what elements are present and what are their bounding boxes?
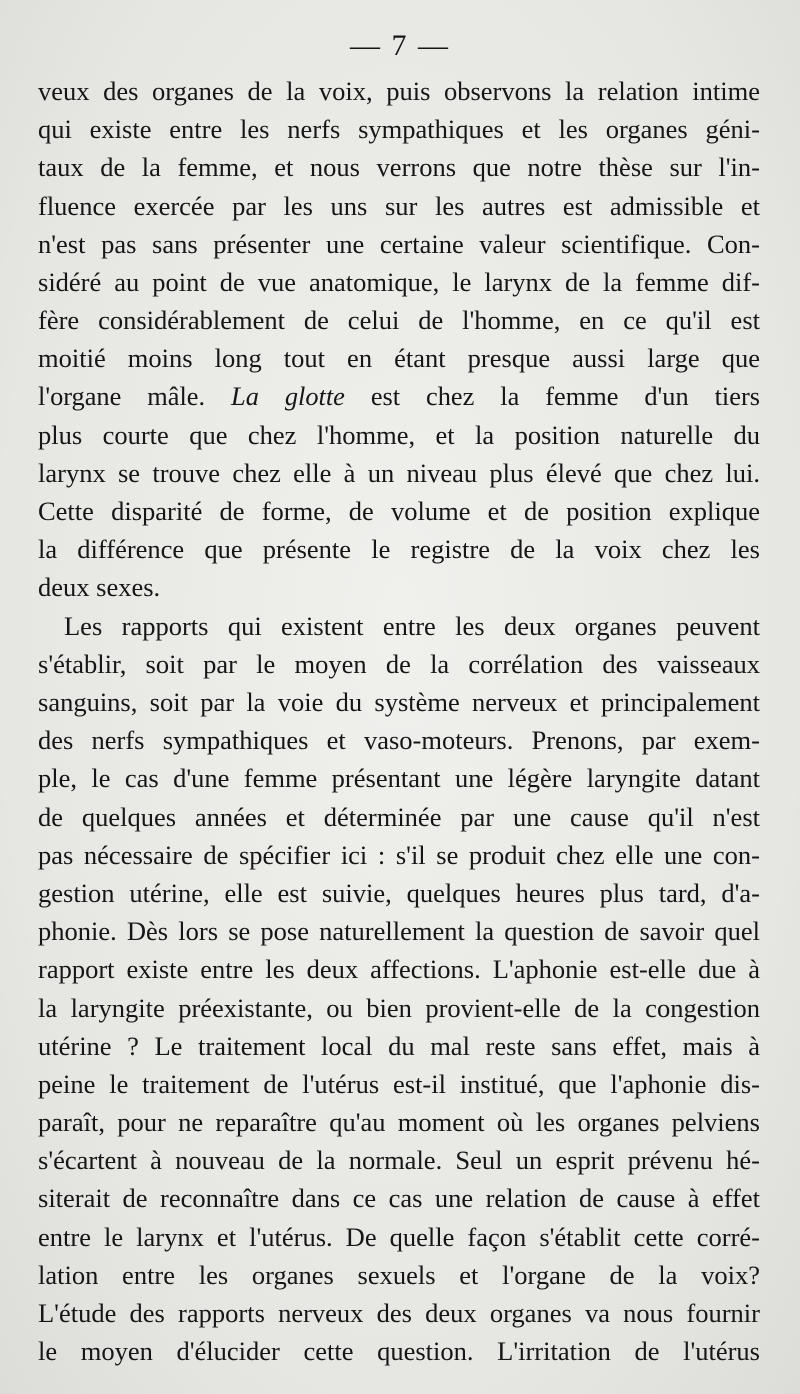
text-line: la laryngite préexistante, ou bien provient-elle de la congestion bbox=[38, 992, 760, 1023]
text-line: gestion utérine, elle est suivie, quelques heures plus tard, d'a- bbox=[38, 877, 760, 908]
text-line bbox=[38, 378, 760, 416]
text-line: utérine ? Le traitement local du mal reste sans effet, mais à bbox=[38, 1030, 760, 1061]
text-line: de quelques années et déterminée par une cause qu'il n'est bbox=[38, 801, 760, 832]
text-line: qui existe entre les nerfs sympathiques et les organes géni- bbox=[38, 114, 760, 145]
body-text bbox=[38, 72, 760, 1370]
text-line: des nerfs sympathiques et vaso-moteurs. Prenons, par exem- bbox=[38, 725, 760, 756]
text-segment: l'organe mâle. bbox=[38, 381, 206, 411]
text-line: larynx se trouve chez elle à un niveau plus élevé que chez lui. bbox=[38, 457, 760, 488]
page-number: — 7 — bbox=[350, 29, 450, 62]
text-line: Cette disparité de forme, de volume et de position explique bbox=[38, 496, 760, 527]
text-line: Les rapports qui existent entre les deux organes peuvent bbox=[64, 610, 760, 641]
text-line: rapport existe entre les deux affections. L'aphonie est-elle due à bbox=[38, 954, 760, 985]
text-line: ple, le cas d'une femme présentant une légère laryngite datant bbox=[38, 763, 760, 794]
text-line: s'établir, soit par le moyen de la corrélation des vaisseaux bbox=[38, 648, 760, 679]
text-segment: est chez la femme d'un tiers bbox=[370, 381, 760, 411]
text-line: phonie. Dès lors se pose naturellement la question de savoir quel bbox=[38, 916, 760, 947]
text-line: pas nécessaire de spécifier ici : s'il se produit chez elle une con- bbox=[38, 839, 760, 870]
text-line: deux sexes. bbox=[38, 572, 161, 603]
text-line: fère considérablement de celui de l'homme, en ce qu'il est bbox=[38, 305, 760, 336]
text-line: veux des organes de la voix, puis observons la relation intime bbox=[38, 76, 760, 106]
text-line: L'étude des rapports nerveux des deux organes va nous fournir bbox=[38, 1298, 760, 1328]
text-line: siterait de reconnaître dans ce cas une relation de cause à effet bbox=[38, 1183, 760, 1214]
text-line: peine le traitement de l'utérus est-il institué, que l'aphonie dis- bbox=[38, 1068, 760, 1099]
text-line: le moyen d'élucider cette question. L'irritation de l'utérus bbox=[38, 1336, 760, 1367]
italic-term: La glotte bbox=[231, 381, 345, 411]
text-line: sidéré au point de vue anatomique, le larynx de la femme dif- bbox=[38, 266, 760, 297]
text-line: lation entre les organes sexuels et l'organe de la voix? bbox=[38, 1259, 760, 1290]
text-line: taux de la femme, et nous verrons que notre thèse sur l'in- bbox=[38, 152, 760, 183]
text-line: fluence exercée par les uns sur les autres est admissible et bbox=[38, 190, 760, 221]
text-line: plus courte que chez l'homme, et la position naturelle du bbox=[38, 419, 760, 450]
text-line: n'est pas sans présenter une certaine valeur scientifique. Con- bbox=[38, 228, 760, 259]
text-line: s'écartent à nouveau de la normale. Seul un esprit prévenu hé- bbox=[38, 1145, 760, 1176]
text-line: moitié moins long tout en étant presque aussi large que bbox=[38, 343, 760, 374]
text-line: sanguins, soit par la voie du système nerveux et principalement bbox=[38, 687, 760, 717]
text-line: paraît, pour ne reparaître qu'au moment où les organes pelviens bbox=[38, 1107, 760, 1138]
text-line: entre le larynx et l'utérus. De quelle façon s'établit cette corré- bbox=[38, 1221, 760, 1252]
text-line: la différence que présente le registre de la voix chez les bbox=[38, 534, 760, 565]
